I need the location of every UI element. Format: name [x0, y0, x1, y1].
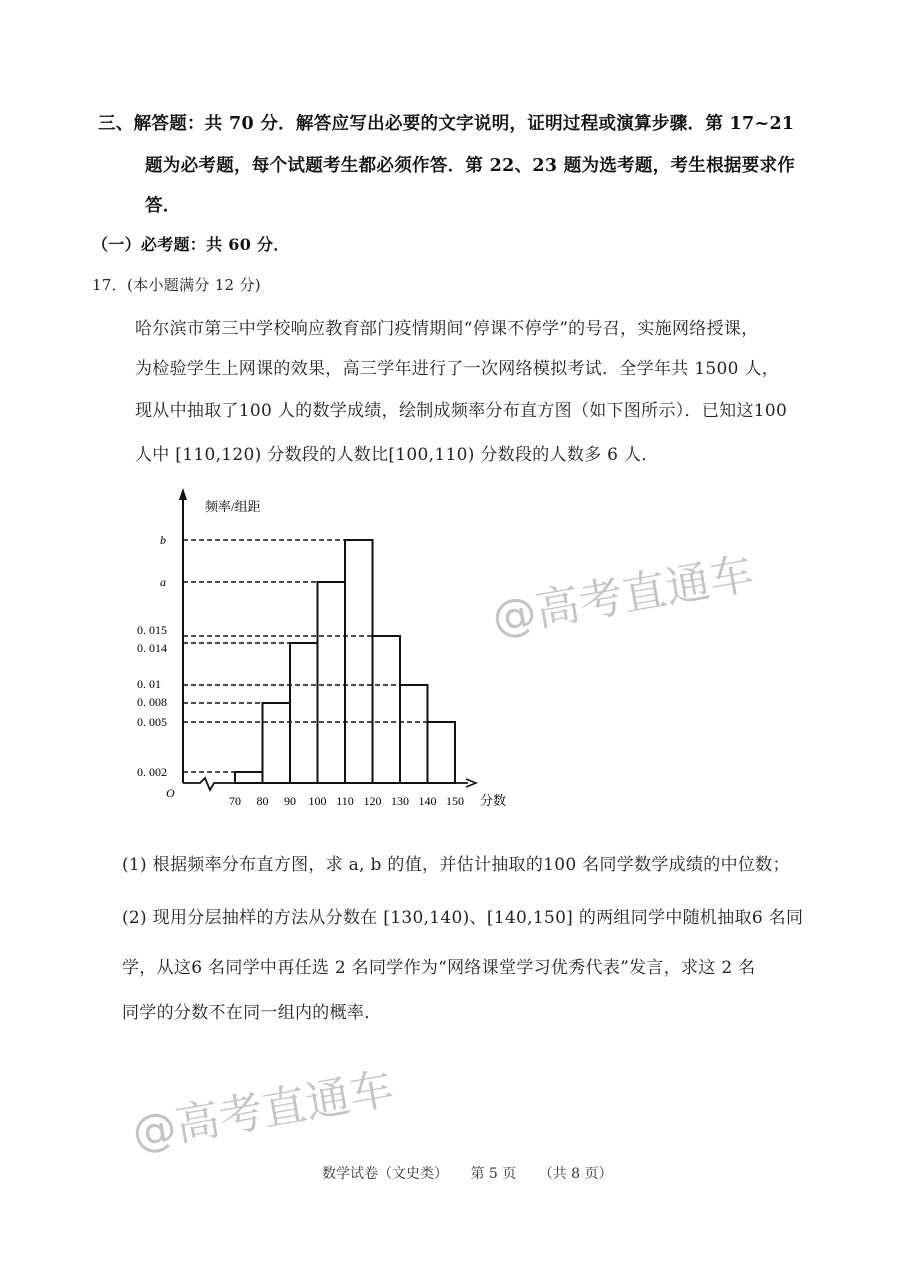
y-tick-label: 0. 014 — [137, 641, 167, 655]
origin-label: O — [166, 786, 175, 800]
histogram-bar — [318, 582, 346, 783]
x-tick-label: 90 — [284, 794, 296, 808]
x-tick-label: 70 — [229, 794, 241, 808]
histogram-bar — [290, 643, 318, 783]
x-axis-label: 分数 — [480, 793, 507, 808]
watermark: @高考直通车 — [128, 1063, 398, 1160]
y-axis-label: 频率/组距 — [205, 499, 261, 514]
y-tick-label: 0. 01 — [137, 677, 161, 691]
x-tick-label: 120 — [363, 794, 382, 808]
question-paragraph: 现从中抽取了100 人的数学成绩，绘制成频率分布直方图（如下图所示）．已知这100 — [135, 401, 788, 421]
y-tick-label: a — [160, 575, 166, 589]
histogram-bar — [235, 772, 263, 783]
question-paragraph: 人中 [110,120) 分数段的人数比[100,110) 分数段的人数多 6 人． — [135, 445, 659, 465]
histogram-bar — [373, 636, 401, 783]
y-tick-label: b — [160, 533, 166, 547]
y-tick-label: 0. 008 — [137, 695, 167, 709]
subsection-heading: （一）必考题：共 60 分． — [92, 235, 290, 254]
watermark: @高考直通车 — [488, 548, 758, 645]
page-footer — [322, 1163, 631, 1183]
section-heading: 三、解答题：共 70 分．解答应写出必要的文字说明，证明过程或演算步骤．第 17~21 — [98, 114, 795, 134]
histogram-bar — [400, 685, 428, 783]
footer-total: （共 8 页） — [538, 1166, 613, 1182]
sub-question-2-cont: 同学的分数不在同一组内的概率． — [122, 1003, 382, 1023]
section-heading-cont: 答． — [145, 196, 181, 216]
x-tick-label: 110 — [336, 794, 354, 808]
question-paragraph: 哈尔滨市第三中学校响应教育部门疫情期间“停课不停学”的号召，实施网络授课， — [135, 319, 759, 339]
x-tick-label: 100 — [308, 794, 327, 808]
footer-page: 第 5 页 — [470, 1166, 517, 1182]
histogram-bar — [428, 722, 456, 783]
question-paragraph: 为检验学生上网课的效果，高三学年进行了一次网络模拟考试．全学年共 1500 人， — [135, 359, 780, 379]
section-heading-cont: 题为必考题，每个试题考生都必须作答．第 22、23 题为选考题，考生根据要求作 — [145, 156, 796, 176]
sub-question-2: (2) 现用分层抽样的方法从分数在 [130,140)、[140,150] 的两组同学中随机抽取6 名同 — [122, 908, 804, 928]
question-number: 17．(本小题满分 12 分) — [92, 276, 261, 294]
footer-subject: 数学试卷（文史类） — [322, 1166, 448, 1182]
x-tick-label: 80 — [256, 794, 269, 808]
y-tick-label: 0. 005 — [137, 715, 167, 729]
x-tick-label: 140 — [418, 794, 437, 808]
x-tick-label: 150 — [446, 794, 464, 808]
histogram-bar — [263, 703, 291, 783]
y-tick-label: 0. 002 — [137, 765, 167, 779]
y-axis-arrow-icon — [179, 488, 187, 500]
sub-question-2-cont: 学，从这6 名同学中再任选 2 名同学作为“网络课堂学习优秀代表”发言，求这 2 名 — [122, 958, 756, 978]
x-tick-label: 130 — [391, 794, 409, 808]
sub-question-1: (1) 根据频率分布直方图，求 a, b 的值，并估计抽取的100 名同学数学成绩的中位数； — [122, 855, 790, 875]
y-tick-label: 0. 015 — [137, 623, 167, 637]
histogram-bar — [345, 540, 373, 783]
